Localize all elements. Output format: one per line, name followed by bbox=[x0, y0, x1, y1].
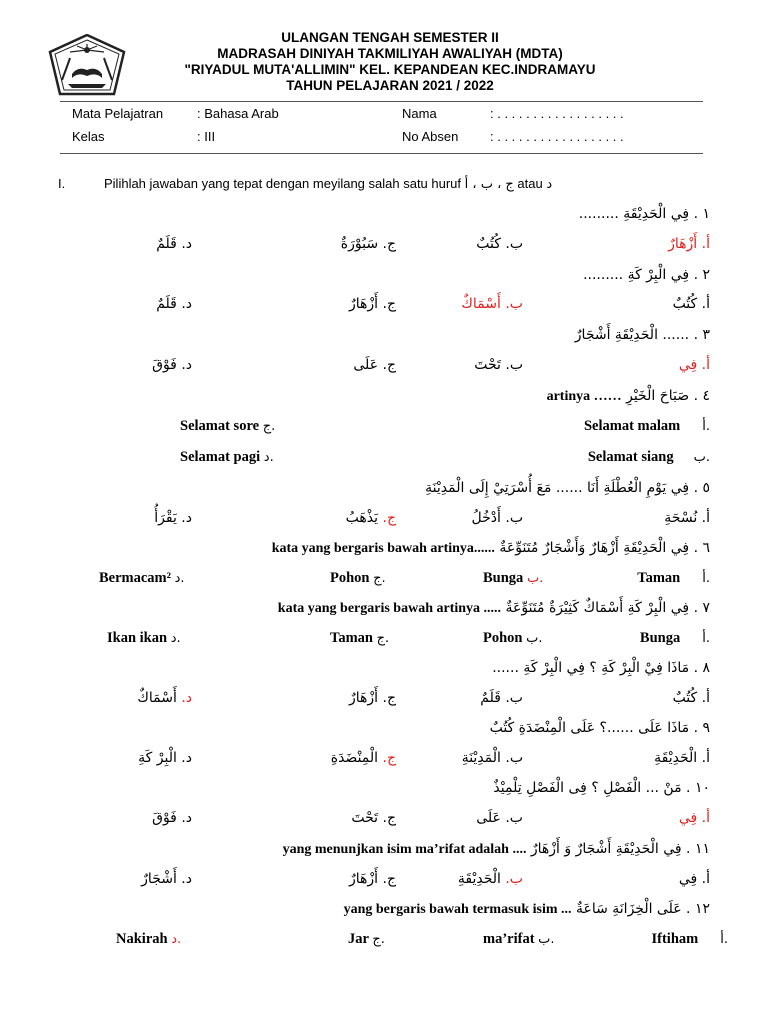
q9-option-d[interactable]: د. الْبِرْ كَةِ bbox=[138, 750, 192, 766]
q11-option-b[interactable]: ب. الْحَدِيْقَةِ bbox=[457, 871, 523, 887]
q5-option-a[interactable]: أ. نُسْحَةِ bbox=[664, 510, 710, 526]
q11-option-d[interactable]: د. أَشْجَارٌ bbox=[141, 871, 192, 887]
q7-option-d[interactable]: Ikan ikan د. bbox=[107, 630, 181, 646]
exam-header bbox=[120, 30, 660, 94]
q1-option-d[interactable]: د. قَلَمٌ bbox=[156, 236, 192, 252]
q4-option-b[interactable]: Selamat siang ب. bbox=[587, 449, 710, 465]
header-line-4: TAHUN PELAJARAN 2021 / 2022 bbox=[286, 78, 494, 93]
question-2: ٢ . فِي الْبِرْ كَةِ ......... bbox=[583, 267, 710, 283]
q9-option-b[interactable]: ب. الْمَدِيْنَةِ bbox=[461, 750, 523, 766]
q1-option-a[interactable]: أ. أَزْهَارٌ bbox=[668, 236, 710, 252]
header-line-1: ULANGAN TENGAH SEMESTER II bbox=[281, 30, 499, 45]
question-11: ١١ . فِي الْحَدِيْقَةِ أَشْجَارٌ وَ أَزْهَارٌ .... yang menunjkan isim ma’rifat adalah bbox=[282, 841, 710, 857]
q9-option-a[interactable]: أ. الْحَدِيْقَةِ bbox=[654, 750, 710, 766]
q2-option-a[interactable]: أ. كُتُبٌ bbox=[672, 296, 710, 312]
q2-option-b[interactable]: ب. أَسْمَاكٌ bbox=[461, 296, 523, 312]
q3-option-a[interactable]: أ. فِي bbox=[678, 357, 710, 373]
q4-option-d[interactable]: Selamat pagi د. bbox=[180, 449, 274, 465]
q2-option-c[interactable]: ج. أَزْهَارٌ bbox=[349, 296, 396, 312]
q10-option-d[interactable]: د. فَوْقَ bbox=[152, 810, 192, 826]
class-value: : III bbox=[197, 129, 216, 144]
question-6: ٦ . فِي الْحَدِيْقَةِ أَزْهَارٌ وَأَشْجَارٌ مُتَنَوِّعَةٌ ......kata yang bergaris bawah artinya bbox=[271, 540, 710, 556]
q12-option-c[interactable]: Jar ج. bbox=[348, 931, 385, 947]
q10-option-b[interactable]: ب. عَلَى bbox=[476, 810, 523, 826]
q6-option-d[interactable]: Bermacam² د. bbox=[99, 570, 185, 586]
question-10: ١٠ . مَنْ ... الْفَصْلِ ؟ فِى الْفَصْلِ تِلْمِيْذٌ bbox=[493, 780, 710, 796]
q3-option-b[interactable]: ب. تَحْتَ bbox=[474, 357, 523, 373]
absen-label: No Absen bbox=[402, 129, 459, 144]
q12-option-b[interactable]: ma’rifat ب. bbox=[483, 931, 555, 947]
q7-option-c[interactable]: Taman ج. bbox=[330, 630, 390, 646]
section-numeral: I. bbox=[58, 176, 66, 191]
q8-option-c[interactable]: ج. أَزْهَارٌ bbox=[349, 690, 396, 706]
q1-option-c[interactable]: ج. سَبُوْرَةٌ bbox=[340, 236, 396, 252]
q4-option-c[interactable]: Selamat sore ج. bbox=[180, 418, 276, 434]
q6-option-a[interactable]: Taman أ. bbox=[637, 570, 710, 586]
absen-field: : . . . . . . . . . . . . . . . . . . bbox=[490, 129, 624, 144]
instruction-text bbox=[104, 176, 552, 192]
q6-option-c[interactable]: Pohon ج. bbox=[330, 570, 386, 586]
q12-option-a[interactable]: Iftiham أ. bbox=[651, 931, 728, 947]
question-8: ٨ . مَاذَا فِيْ الْبِرْ كَةِ ؟ فِي الْبِرْ كَةِ ...... bbox=[492, 660, 710, 676]
name-label: Nama bbox=[402, 106, 437, 121]
instruction-atau: atau bbox=[513, 176, 547, 191]
q5-option-d[interactable]: د. يَقْرَأُ bbox=[154, 510, 192, 526]
q11-option-a[interactable]: أ. فِي bbox=[678, 871, 710, 887]
question-12: ١٢ . عَلَى الْخِزَانَةِ سَاعَةٌ ... yang bergaris bawah termasuk isim bbox=[343, 901, 710, 917]
q3-option-d[interactable]: د. فَوْقَ bbox=[152, 357, 192, 373]
subject-value: : Bahasa Arab bbox=[197, 106, 279, 121]
header-divider-bottom bbox=[60, 153, 703, 154]
q5-option-c[interactable]: ج. يَذْهَبُ bbox=[345, 510, 396, 526]
instruction-body: Pilihlah jawaban yang tepat dengan meyilang salah satu huruf bbox=[104, 176, 465, 191]
q12-option-d[interactable]: Nakirah د. bbox=[116, 931, 182, 947]
q7-option-a[interactable]: Bunga أ. bbox=[639, 630, 710, 646]
q7-option-b[interactable]: Pohon ب. bbox=[483, 630, 543, 646]
header-line-3: "RIYADUL MUTA'ALLIMIN" KEL. KEPANDEAN KEC.INDRAMAYU bbox=[184, 62, 596, 77]
q1-option-b[interactable]: ب. كُتُبٌ bbox=[476, 236, 523, 252]
q11-option-c[interactable]: ج. أَزْهَارٌ bbox=[349, 871, 396, 887]
question-1: ١ . فِي الْحَدِيْقَةِ ......... bbox=[578, 206, 710, 222]
header-line-2: MADRASAH DINIYAH TAKMILIYAH AWALIYAH (MDTA) bbox=[217, 46, 563, 61]
q8-option-a[interactable]: أ. كُتُبٌ bbox=[672, 690, 710, 706]
q8-option-b[interactable]: ب. قَلَمٌ bbox=[480, 690, 523, 706]
q8-option-d[interactable]: د. أَسْمَاكٌ bbox=[137, 690, 192, 706]
question-3: ٣ . ...... الْحَدِيْقَةِ أَشْجَارٌ bbox=[574, 327, 710, 343]
q10-option-c[interactable]: ج. تَحْتَ bbox=[351, 810, 396, 826]
subject-label: Mata Pelajatran bbox=[72, 106, 164, 121]
q6-option-b[interactable]: Bunga ب. bbox=[483, 570, 544, 586]
instruction-letters: ج ، ب ، أ bbox=[464, 177, 514, 192]
q10-option-a[interactable]: أ. فِي bbox=[678, 810, 710, 826]
q5-option-b[interactable]: ب. أَدْخُلُ bbox=[471, 510, 523, 526]
header-divider-top bbox=[60, 101, 703, 102]
class-label: Kelas bbox=[72, 129, 105, 144]
question-9: ٩ . مَاذَا عَلَى ......؟ عَلَى الْمِنْضَدَةِ كُتُبٌ bbox=[489, 720, 710, 736]
name-field: : . . . . . . . . . . . . . . . . . . bbox=[490, 106, 624, 121]
question-5: ٥ . فِي يَوْمِ الْعُطْلَةِ أَنَا ...... مَعَ أُسْرَتِيْ إِلَى الْمَدِيْنَةِ bbox=[425, 480, 710, 496]
question-7: ٧ . فِي الْبِرْ كَةِ أَسْمَاكٌ كَثِيْرَةٌ مُتَنَوِّعَةٌ ..... kata yang bergaris bawah artinya bbox=[277, 600, 710, 616]
question-4: ٤ . صَبَاحَ الْخَيْرِ …… artinya bbox=[546, 388, 710, 404]
school-emblem-logo bbox=[48, 34, 126, 96]
q9-option-c[interactable]: ج. الْمِنْضَدَةِ bbox=[330, 750, 396, 766]
q4-option-a[interactable]: Selamat malam أ. bbox=[583, 418, 710, 434]
q3-option-c[interactable]: ج. عَلَى bbox=[353, 357, 396, 373]
instruction-last-letter: د bbox=[546, 177, 553, 192]
q2-option-d[interactable]: د. قَلَمٌ bbox=[156, 296, 192, 312]
